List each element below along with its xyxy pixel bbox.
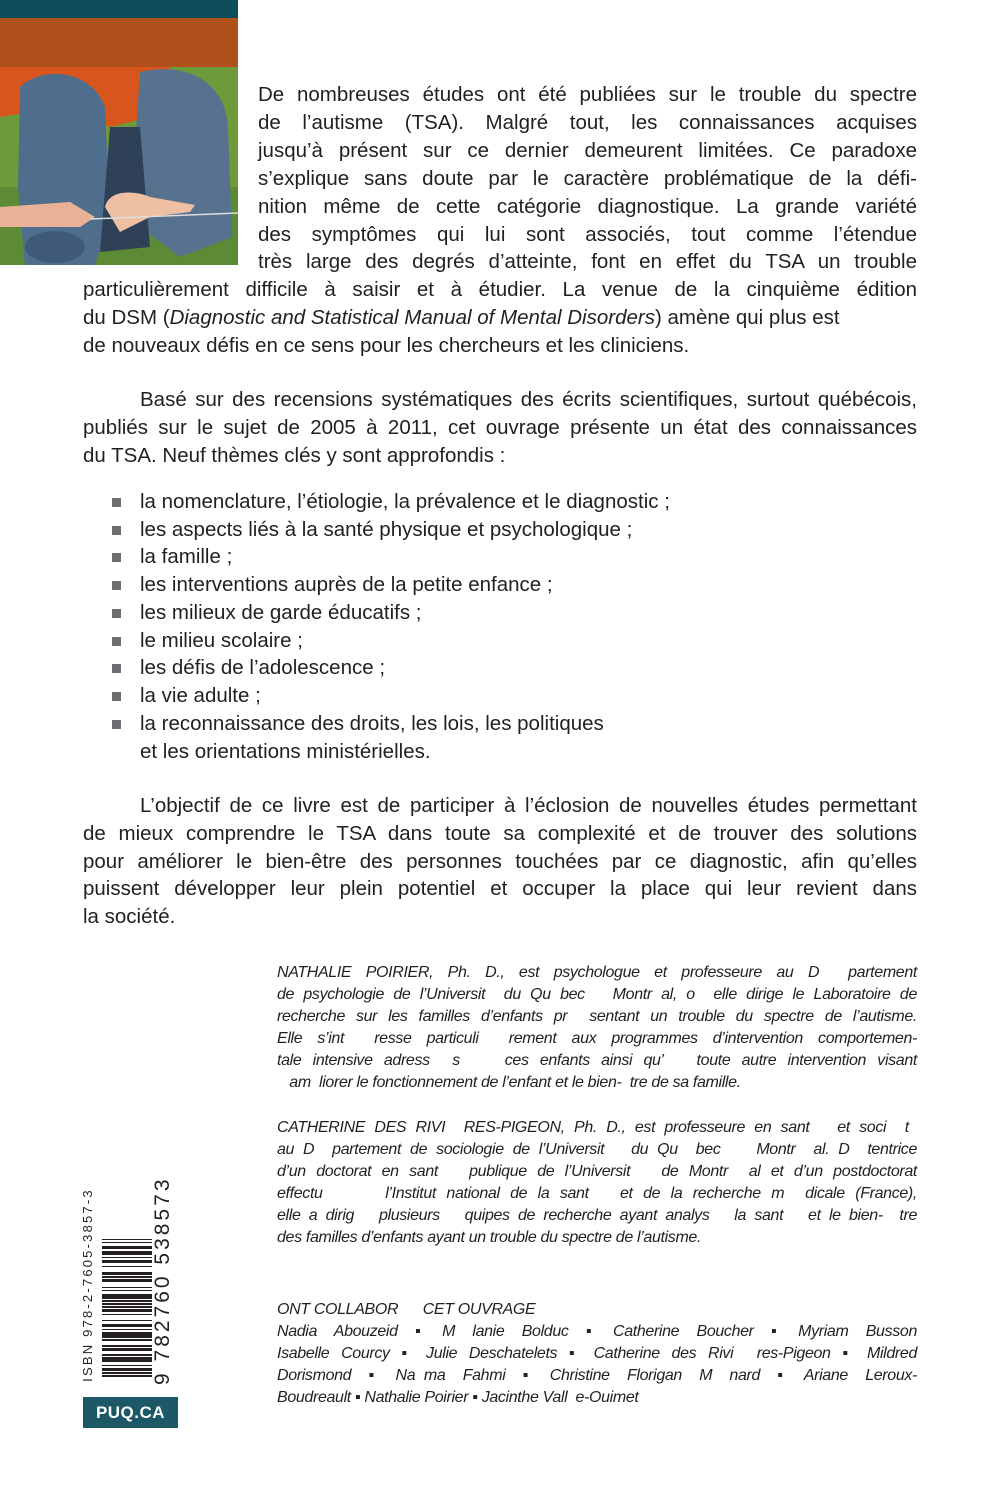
cover-image [0,0,238,265]
barcode-bar [102,1368,152,1371]
collaborators-line: Isabelle Courcy ▪ Julie Deschatelets ▪ Catherine des Rivi res-Pigeon ▪ Mildred [277,1345,917,1362]
list-item: la vie adulte ; [140,684,261,707]
text-line: Basé sur des recensions systématiques des écrits scientifiques, surtout québécois, [140,388,917,411]
collaborators-line: Dorismond ▪ Na ma Fahmi ▪ Christine Florigan M nard ▪ Ariane Leroux- [277,1367,917,1384]
barcode-bar [102,1331,152,1333]
bio-line: elle a dirig plusieurs quipes de recherche ayant analys la sant et le bien- tre [277,1207,917,1224]
bio-line: d’un doctorat en sant publique de l’Universit de Montr al et d’un postdoctorat [277,1163,917,1180]
bullet-icon [112,553,121,562]
barcode-bar [102,1275,152,1277]
barcode-bar [102,1277,152,1279]
barcode-bar [102,1244,152,1247]
barcode-bar [102,1341,152,1346]
bio-line: effectu l’Institut national de la sant et de la recherche m dicale (France), [277,1185,917,1202]
barcode-bar [102,1308,152,1310]
barcode-bar [102,1329,152,1331]
bullet-icon [112,664,121,673]
barcode-bar [102,1238,152,1240]
barcode-bar [102,1301,152,1303]
barcode-bar [102,1322,152,1325]
barcode-bar [102,1355,152,1357]
barcode-bar [102,1247,152,1250]
barcode-bar [102,1295,152,1300]
barcode-bar [102,1299,152,1301]
barcode-bar [102,1280,152,1283]
dsm-full-title: Diagnostic and Statistical Manual of Mental Disorders [169,306,655,329]
bullet-icon [112,637,121,646]
bullet-icon [112,692,121,701]
barcode-bar [102,1292,152,1295]
barcode-bar [102,1289,152,1291]
barcode-bar [102,1257,152,1259]
barcode-bar [102,1325,152,1328]
bio-line: recherche sur les familles d’enfants pr sentant un trouble du spectre de l’autisme. [277,1008,917,1025]
text-line: puissent développer leur plein potentiel et occuper la place qui leur revient dans [83,877,917,900]
barcode-bars [102,1191,152,1377]
text-line: de nouveaux défis en ce sens pour les chercheurs et les cliniciens. [83,334,690,357]
barcode-bar [102,1283,152,1288]
bio-line: tale intensive adress s ces enfants ainsi qu’ toute autre intervention visant [277,1052,917,1069]
barcode-bar [102,1266,152,1268]
text-line: De nombreuses études ont été publiées sur le trouble du spectre [258,83,917,106]
barcode-bar [102,1358,152,1363]
dsm-prefix: du DSM ( [83,306,170,329]
isbn-label: ISBN 978-2-7605-3857-3 [80,1188,95,1382]
barcode-bar [102,1241,152,1243]
list-item: le milieu scolaire ; [140,629,303,652]
text-line: s’explique sans doute par le caractère problématique de la défi- [258,167,917,190]
text-line: du TSA. Neuf thèmes clés y sont approfondis : [83,444,506,467]
barcode-bar [102,1307,152,1309]
barcode-bar [102,1374,152,1376]
barcode-bar [102,1256,152,1258]
bullet-icon [112,609,121,618]
barcode-bar [102,1302,152,1304]
barcode-bar [102,1349,152,1352]
list-item: les interventions auprès de la petite enfance ; [140,573,553,596]
text-line: la société. [83,905,176,928]
bullet-icon [112,498,121,507]
collaborators-heading: ONT COLLABOR CET OUVRAGE [277,1301,536,1318]
barcode-bar [102,1376,152,1378]
barcode-digits: 9 782760 538573 [151,1176,174,1385]
text-line: pour améliorer le bien-être des personnes touchées par ce diagnostic, afin qu’elles [83,850,917,873]
text-line: publiés sur le sujet de 2005 à 2011, cet ouvrage présente un état des connaissances [83,416,917,439]
text-line: de l’autisme (TSA). Malgré tout, les connaissances acquises [258,111,917,134]
isbn-barcode [80,1176,180,1385]
bullet-icon [112,720,121,729]
barcode-bar [102,1268,152,1273]
bullet-icon [112,581,121,590]
text-line: très large des degrés d’atteinte, font en effet du TSA un trouble [258,250,917,273]
barcode-bar [102,1352,152,1355]
barcode-bar [102,1365,152,1367]
bio-line: Elle s’int resse particuli rement aux programmes d’intervention comportemen- [277,1030,917,1047]
list-item: les défis de l’adolescence ; [140,656,386,679]
bio-line: de psychologie de l’Universit du Qu bec Montr al, o elle dirige le Laboratoire de [277,986,917,1003]
barcode-bar [102,1316,152,1321]
barcode-bar [102,1250,152,1252]
list-item-continuation: et les orientations ministérielles. [140,740,431,763]
bio-line: des familles d’enfants ayant un trouble du spectre de l’autisme. [277,1229,702,1246]
barcode-bar [102,1373,152,1375]
list-item: la famille ; [140,545,233,568]
bio-line: NATHALIE POIRIER, Ph. D., est psychologue et professeure au D partement [277,964,917,981]
text-line: particulièrement difficile à saisir et à étudier. La venue de la cinquième édition [83,278,917,301]
publisher-badge[interactable]: PUQ.CA [83,1397,178,1428]
text-line: L’objectif de ce livre est de participer à l’éclosion de nouvelles études permettant [140,794,917,817]
barcode-bar [102,1304,152,1306]
barcode-bar [102,1347,152,1349]
barcode-bar [102,1290,152,1292]
barcode-bar [102,1272,152,1275]
barcode-bar [102,1239,152,1241]
barcode-bar [102,1328,152,1330]
list-item: les milieux de garde éducatifs ; [140,601,422,624]
barcode-bar [102,1263,152,1266]
barcode-bar [102,1371,152,1373]
child-photo [0,67,238,265]
barcode-bar [102,1332,152,1338]
barcode-bar [102,1310,152,1313]
text-line-dsm [83,304,917,332]
bio-line: am liorer le fonctionnement de l’enfant et le bien- tre de sa famille. [277,1074,741,1091]
list-item: les aspects liés à la santé physique et psychologique ; [140,518,633,541]
text-line: nition même de cette catégorie diagnostique. La grande variété [258,195,917,218]
barcode-bar [102,1260,152,1263]
barcode-bar [102,1320,152,1322]
barcode-bar [102,1251,152,1256]
barcode-bar [102,1340,152,1342]
barcode-bar [102,1356,152,1358]
list-item: la reconnaissance des droits, les lois, les politiques [140,712,604,735]
bullet-icon [112,526,121,535]
barcode-bar [102,1367,152,1369]
list-item: la nomenclature, l’étiologie, la prévalence et le diagnostic ; [140,490,670,513]
barcode-bar [102,1259,152,1261]
barcode-bar [102,1362,152,1365]
barcode-bar [102,1242,152,1244]
collaborators-line: Boudreault ▪ Nathalie Poirier ▪ Jacinthe Vall e-Ouimet [277,1389,639,1406]
barcode-bar [102,1346,152,1348]
barcode-bar [102,1314,152,1316]
barcode-bar [102,1338,152,1340]
bio-line: au D partement de sociologie de l’Universit du Qu bec Montr al. D tentrice [277,1141,917,1158]
text-line: jusqu’à présent sur ce dernier demeurent limitées. Ce paradoxe [258,139,917,162]
barcode-bar [102,1305,152,1307]
text-line: des symptômes qui lui sont associés, tout comme l’étendue [258,223,917,246]
bio-line: CATHERINE DES RIVI RES-PIGEON, Ph. D., est professeure en sant et soci t [277,1119,917,1136]
teal-band [0,0,238,18]
barcode-bar [102,1313,152,1315]
orange-band [0,18,238,67]
dsm-suffix: ) amène qui plus est [654,306,840,329]
barcode-bar [102,1287,152,1289]
text-line: de mieux comprendre le TSA dans toute sa complexité et de trouver des solutions [83,822,917,845]
collaborators-line: Nadia Abouzeid ▪ M lanie Bolduc ▪ Catherine Boucher ▪ Myriam Busson [277,1323,917,1340]
barcode-bar [102,1278,152,1280]
